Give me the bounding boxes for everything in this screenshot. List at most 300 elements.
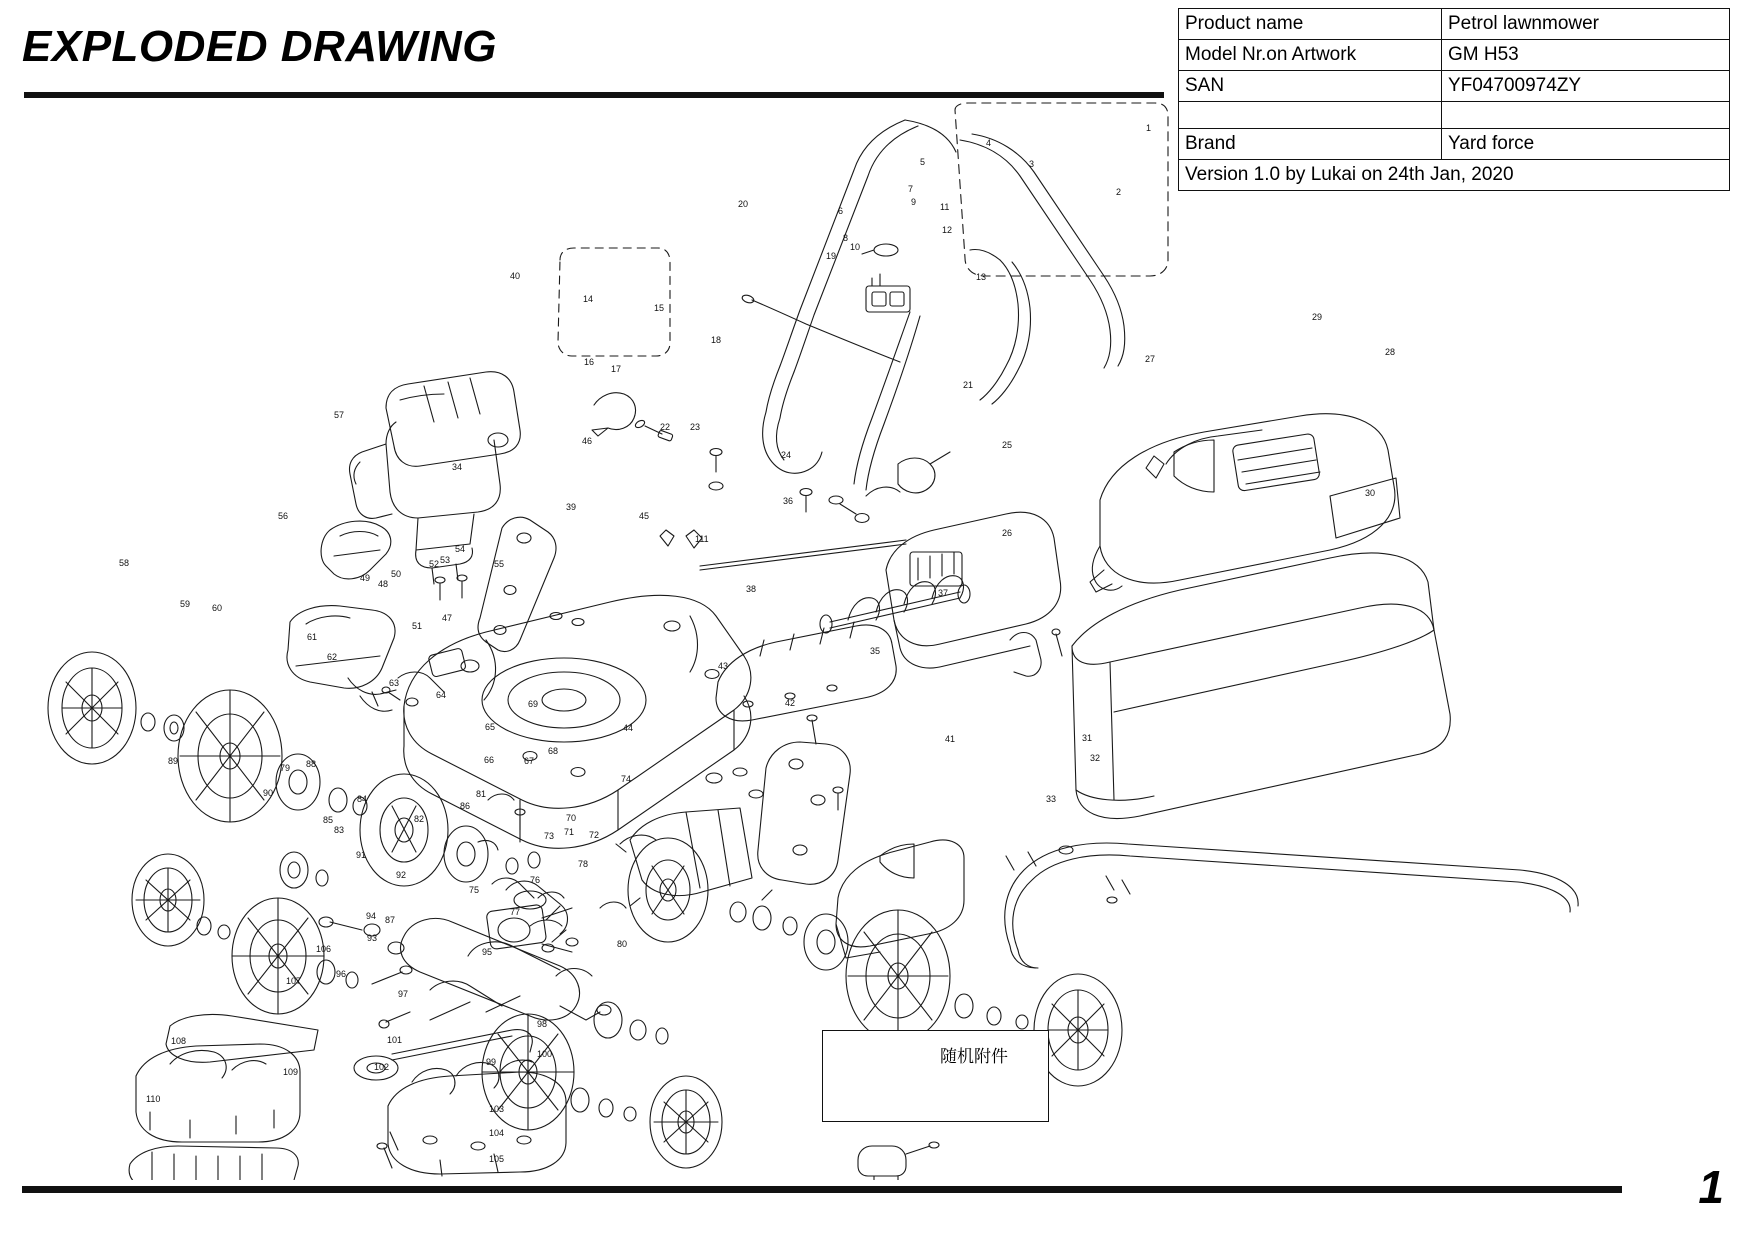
info-value-model-nr: GM H53 [1442, 40, 1730, 71]
callout-number: 79 [280, 763, 291, 773]
safety-bail-right-tip [970, 249, 1000, 260]
callout-number: 11 [940, 202, 950, 212]
rear-cover-25 [886, 512, 1061, 668]
callout-number: 13 [976, 272, 987, 282]
callout-number: 93 [367, 933, 378, 943]
callout-number: 72 [589, 830, 600, 840]
part-107-pins [150, 1110, 274, 1138]
washer-42 [749, 790, 763, 798]
deck-blade-recess-inner [508, 672, 620, 728]
clip-59-a [488, 794, 514, 800]
callout-number: 32 [1090, 753, 1101, 763]
callout-number: 77 [510, 907, 521, 917]
callout-number: 52 [429, 559, 440, 569]
wrench-bar [906, 1146, 930, 1154]
wheel-left-front-group [48, 652, 367, 822]
rear-housing-panel [1174, 440, 1214, 492]
bush-60-right [955, 994, 973, 1018]
gear-88-hub [288, 862, 300, 878]
callout-number: 25 [1002, 440, 1013, 450]
washer-43-b [733, 768, 747, 776]
upper-handle-left-curve-tip [808, 452, 822, 470]
callout-number: 70 [566, 813, 577, 823]
base-plate-hole-2 [471, 1142, 485, 1150]
deck-hole-c [571, 768, 585, 777]
part-26 [1010, 633, 1041, 677]
side-plate-bolt [812, 720, 816, 744]
wrench-bar-end [929, 1142, 939, 1148]
callout-number: 5 [920, 157, 926, 167]
callout-number: 87 [385, 915, 396, 925]
callout-number: 49 [360, 573, 371, 583]
deck-rib-1 [484, 640, 496, 700]
callout-number: 6 [838, 206, 844, 216]
callout-number: 91 [356, 850, 367, 860]
part-57-detail [340, 532, 378, 537]
safety-bail-right-inner [992, 262, 1031, 404]
part-106-strip [166, 1014, 318, 1062]
title-divider [24, 92, 1164, 98]
wheel-lower-left-group [132, 852, 358, 1014]
callout-number: 24 [781, 450, 792, 460]
callout-number: 102 [374, 1062, 390, 1072]
page-title: EXPLODED DRAWING [22, 22, 497, 71]
callout-number: 8 [843, 233, 849, 243]
control-switch-button [872, 292, 886, 306]
upper-handle-left-curve [763, 412, 808, 473]
grass-collection-bag [1072, 553, 1450, 819]
linkage-75 [430, 981, 502, 1006]
part-107-boss [170, 1051, 226, 1079]
control-switch-lever [872, 274, 880, 286]
rod-94 [386, 1012, 410, 1022]
engine-side-cover [350, 444, 393, 518]
callout-number: 51 [412, 621, 423, 631]
lever-21-body [898, 458, 935, 493]
upper-handle-right-bar-inner [972, 134, 1124, 326]
info-label-san: SAN [1179, 71, 1442, 102]
base-plate-pins [390, 1132, 498, 1176]
hubcap-89-left-spokes [136, 868, 200, 932]
callout-number: 20 [738, 199, 749, 209]
callout-number: 85 [323, 815, 334, 825]
gear-62-right-hub [817, 930, 835, 954]
part-56-cover [287, 606, 395, 689]
callout-number: 67 [524, 756, 535, 766]
cable-c [752, 300, 900, 362]
accessory-box [822, 1030, 1049, 1122]
callout-number: 54 [455, 544, 466, 554]
frame-bar-outer [1005, 843, 1578, 946]
engine-recoil-hook [354, 462, 360, 484]
callout-number: 30 [1365, 488, 1376, 498]
callout-number: 2 [1116, 187, 1122, 197]
bag-fold-line [1110, 662, 1114, 800]
callout-number: 34 [452, 462, 463, 472]
info-value-brand: Yard force [1442, 129, 1730, 160]
rear-cover-body [886, 512, 1061, 645]
mower-deck [404, 595, 751, 848]
callout-number: 29 [1312, 312, 1323, 322]
callout-number: 40 [510, 271, 521, 281]
info-value-san: YF04700974ZY [1442, 71, 1730, 102]
callout-number: 58 [119, 558, 130, 568]
bracket-51 [360, 696, 392, 711]
pivot-91 [388, 942, 404, 954]
spark-plug-wrench-112 [858, 1142, 939, 1180]
engine-cooling-fins [424, 378, 480, 422]
part-54-block [428, 648, 466, 678]
callout-number: 46 [582, 436, 593, 446]
gear-62-left-hub [289, 770, 307, 794]
clamp-14 [866, 487, 900, 496]
deck-spindle-hole [542, 689, 586, 711]
part-107-cover [136, 1044, 300, 1142]
frame-bar-end-b [1018, 950, 1038, 968]
callout-number: 26 [1002, 528, 1013, 538]
gear-88 [280, 852, 308, 888]
washer-47 [406, 698, 418, 706]
upper-handle-right-bar [960, 140, 1110, 330]
spring-78 [530, 920, 562, 926]
deck-hole-a [664, 621, 680, 631]
lower-base-plate [354, 1030, 566, 1176]
handle-group-dashed-outline [955, 103, 1168, 276]
callout-number: 1 [1146, 123, 1152, 133]
info-label-model-nr: Model Nr.on Artwork [1179, 40, 1442, 71]
frame-pins-b [1106, 876, 1130, 894]
bag-bottom-curve [1076, 790, 1154, 800]
callout-number: 108 [171, 1036, 187, 1046]
callout-number: 39 [566, 502, 577, 512]
wheel-61-right-spokes [848, 910, 948, 1042]
rod-94-end [379, 1020, 389, 1028]
handle-knob-dashed-outline [558, 248, 670, 356]
rod-24-b [700, 544, 906, 570]
bolt-34-head-2 [457, 575, 467, 581]
bag-top-rim [1072, 553, 1434, 646]
frame-pins-a [1006, 852, 1036, 870]
callout-number: 69 [528, 699, 539, 709]
callout-number: 62 [327, 652, 338, 662]
callout-number: 90 [263, 788, 274, 798]
bush-60-lm [571, 1088, 589, 1112]
callout-number: 33 [1046, 794, 1057, 804]
callout-number: 36 [783, 496, 794, 506]
callout-number: 103 [489, 1104, 505, 1114]
callout-number: 4 [986, 138, 992, 148]
side-plate-hole-2 [811, 795, 825, 805]
panel-44-fold-2 [718, 810, 730, 886]
gearbox-cap [498, 918, 530, 942]
callout-number: 99 [486, 1057, 497, 1067]
rod-102-head [377, 1143, 387, 1149]
cable-b [866, 316, 920, 490]
part-56-detail-2 [296, 656, 380, 666]
callout-number: 100 [537, 1049, 553, 1059]
washer-39-lm [624, 1107, 636, 1121]
callout-number: 9 [911, 197, 917, 207]
accessory-box-label: 随机附件 [940, 1047, 1008, 1067]
knob-washer [634, 419, 646, 429]
part-109-slots [152, 1152, 262, 1180]
base-plate-hole-1 [423, 1136, 437, 1144]
callout-number: 59 [180, 599, 191, 609]
callout-number: 66 [484, 755, 495, 765]
footer-divider [22, 1186, 1622, 1193]
front-bumper-111 [716, 625, 896, 721]
knob-15-stem [840, 504, 856, 514]
callout-number: 65 [485, 722, 496, 732]
callout-number: 3 [1029, 159, 1035, 169]
info-value-product-name: Petrol lawnmower [1442, 9, 1730, 40]
engine-base [416, 514, 474, 550]
callout-number: 21 [963, 380, 974, 390]
nut-39-b [572, 619, 584, 626]
rod-83 [330, 922, 362, 930]
engine-top-shroud [386, 372, 520, 467]
bolt-34-head [435, 577, 445, 583]
callout-number: 42 [785, 698, 796, 708]
engine-assembly [350, 372, 521, 584]
info-label-product-name: Product name [1179, 9, 1442, 40]
callout-number: 14 [583, 294, 594, 304]
callout-number: 15 [654, 303, 665, 313]
bush-63-ll [317, 960, 335, 984]
callout-number: 56 [278, 511, 289, 521]
callout-number: 94 [366, 911, 377, 921]
table-row [1179, 40, 1730, 71]
callout-number: 82 [414, 814, 425, 824]
callout-number: 74 [621, 774, 632, 784]
clip-59-c [600, 902, 626, 908]
callout-number: 71 [564, 827, 575, 837]
callout-number: 110 [146, 1094, 161, 1104]
linkage-95 [430, 996, 520, 1020]
deflector-41 [836, 840, 964, 947]
throttle-grip [874, 244, 898, 256]
callout-number: 109 [283, 1067, 299, 1077]
callout-number: 47 [442, 613, 453, 623]
callout-number: 111 [695, 534, 709, 544]
drive-bar [401, 918, 580, 1020]
table-row [1179, 71, 1730, 102]
base-plate-hole-3 [517, 1136, 531, 1144]
callout-number: 73 [544, 831, 555, 841]
engine-body [386, 422, 500, 518]
washer-59-left [141, 713, 155, 731]
washer-59-ll [197, 917, 211, 935]
callout-number: 16 [584, 357, 595, 367]
washer-18 [710, 449, 722, 456]
part-28-flap [1330, 478, 1400, 538]
pulley-63-webs [392, 806, 416, 852]
part-27 [1146, 456, 1164, 478]
deck-rib-2 [690, 616, 698, 672]
callout-number: 22 [660, 422, 671, 432]
part-109-grille [129, 1146, 298, 1180]
bumper-tabs [760, 622, 854, 656]
clip-22 [660, 530, 674, 546]
callout-number: 81 [476, 789, 487, 799]
upper-handle-right-lower-inner [1118, 326, 1125, 366]
upper-handle-left-lower [766, 366, 780, 412]
callout-number: 101 [387, 1035, 403, 1045]
callout-number: 19 [826, 251, 837, 261]
spring-77-a [556, 969, 592, 977]
callout-number: 107 [286, 976, 302, 986]
callout-number: 7 [908, 184, 914, 194]
page-number: 1 [1698, 1161, 1724, 1213]
callout-number: 44 [623, 723, 634, 733]
rear-housing-grille [1232, 433, 1320, 491]
tine-3 [904, 582, 935, 604]
washer-72 [566, 938, 578, 946]
rear-housing-clip [1090, 570, 1112, 592]
callout-number: 12 [942, 225, 953, 235]
washer-43-a [706, 773, 722, 783]
control-switch-button-2 [890, 292, 904, 306]
frame-bar-end [1010, 946, 1036, 968]
deck-hole-b [705, 670, 719, 679]
wrench-shaft [874, 1176, 898, 1180]
rod-92-end [400, 966, 412, 974]
callout-number: 43 [718, 661, 729, 671]
callout-number: 104 [489, 1128, 505, 1138]
frame-washer [1107, 897, 1117, 903]
washer-80-lm [656, 1028, 668, 1044]
washer-32-left [329, 788, 347, 812]
callout-number: 45 [639, 511, 650, 521]
part-56-detail [306, 616, 350, 624]
callout-number: 105 [489, 1154, 505, 1164]
rear-housing-29 [1090, 414, 1395, 592]
throttle-grip-stem [862, 250, 874, 254]
callout-number: 96 [336, 969, 347, 979]
callout-number: 23 [690, 422, 701, 432]
gear-65-hub [457, 842, 475, 866]
callout-number: 92 [396, 870, 407, 880]
callout-number: 48 [378, 579, 389, 589]
info-label-brand: Brand [1179, 129, 1442, 160]
bolt-34b-head [833, 787, 843, 793]
part-55-bush [461, 660, 479, 672]
nut-39-right [1016, 1015, 1028, 1029]
callout-number: 98 [537, 1019, 548, 1029]
upper-handle-top-cross [905, 120, 956, 152]
callout-number: 78 [578, 859, 589, 869]
exploded-diagram-svg [0, 100, 1754, 1180]
side-plate-hole-3 [793, 845, 807, 855]
upper-handle-left-lower-inner [780, 372, 794, 418]
wrench-head [858, 1146, 906, 1176]
hubcap-89-lower-spokes [654, 1090, 718, 1154]
bag-inner-edge [1114, 630, 1434, 712]
bush-60-left [164, 715, 184, 741]
washer-79-lm [630, 1020, 646, 1040]
control-switch-box [866, 286, 910, 312]
callout-number: 84 [357, 794, 368, 804]
callout-number: 27 [1145, 354, 1156, 364]
deflector-41-face [880, 844, 914, 878]
table-row [1179, 9, 1730, 40]
callout-number: 28 [1385, 347, 1396, 357]
rear-housing-hook [1092, 546, 1122, 590]
wheel-61-left-spokes [180, 690, 280, 822]
callout-number: 86 [460, 801, 471, 811]
callout-number: 50 [391, 569, 402, 579]
knob-16 [855, 514, 869, 523]
side-plate-35 [758, 742, 851, 884]
bush-60-left-hole [170, 722, 178, 734]
bolt-18-head [709, 482, 723, 490]
rod-102 [384, 1148, 392, 1168]
washer-67 [506, 858, 518, 874]
washer-59-right [987, 1007, 1001, 1025]
callout-number: 38 [746, 584, 757, 594]
part-107-boss-2 [232, 1061, 266, 1070]
callout-number: 10 [850, 242, 861, 252]
callout-number: 18 [711, 335, 722, 345]
info-version: Version 1.0 by Lukai on 24th Jan, 2020 [1179, 160, 1730, 191]
upper-handle-right-lower [1104, 330, 1111, 368]
callout-number: 68 [548, 746, 559, 756]
callout-number: 75 [469, 885, 480, 895]
pin-22b [1056, 634, 1062, 656]
cable-a [854, 312, 910, 484]
callout-number: 35 [870, 646, 881, 656]
callout-number: 17 [611, 364, 622, 374]
washer-68 [528, 852, 540, 868]
frame-bar-inner [1013, 855, 1570, 950]
callout-number: 95 [482, 947, 493, 957]
side-plate-hole-1 [789, 759, 803, 769]
shaft-end-cap [820, 615, 832, 633]
knob-15 [829, 496, 843, 504]
callout-number: 97 [398, 989, 409, 999]
washer-79-ll [316, 870, 328, 886]
engine-oil-cap [488, 433, 508, 447]
callout-number: 41 [945, 734, 956, 744]
deck-side-wall [404, 696, 751, 848]
exploded-drawing-canvas [0, 100, 1754, 1180]
callout-number: 83 [334, 825, 345, 835]
callout-number: 106 [316, 944, 332, 954]
washer-63r [730, 902, 746, 922]
bag-body [1072, 604, 1450, 818]
bracket-46-hole-1 [517, 533, 531, 543]
callout-number: 89 [168, 756, 179, 766]
callout-number: 55 [494, 559, 505, 569]
rear-frame-33 [1005, 843, 1578, 968]
callout-number: 60 [212, 603, 223, 613]
pin-48 [388, 692, 400, 700]
rod-24 [700, 540, 906, 566]
pulley-64-lower-webs [652, 866, 684, 914]
callout-number: 76 [530, 875, 541, 885]
rod-92 [372, 972, 402, 984]
washer-59-lm [599, 1099, 613, 1117]
callout-number: 64 [436, 690, 447, 700]
washer-60r [753, 906, 771, 930]
part-57-detail-2 [334, 550, 380, 556]
cable-end-ferrule [741, 294, 755, 304]
gear-65 [444, 826, 488, 882]
rear-housing-grille-slots [1238, 448, 1320, 484]
callout-number: 31 [1082, 733, 1093, 743]
bracket-46-hole-2 [504, 586, 516, 595]
callout-number: 63 [389, 678, 400, 688]
